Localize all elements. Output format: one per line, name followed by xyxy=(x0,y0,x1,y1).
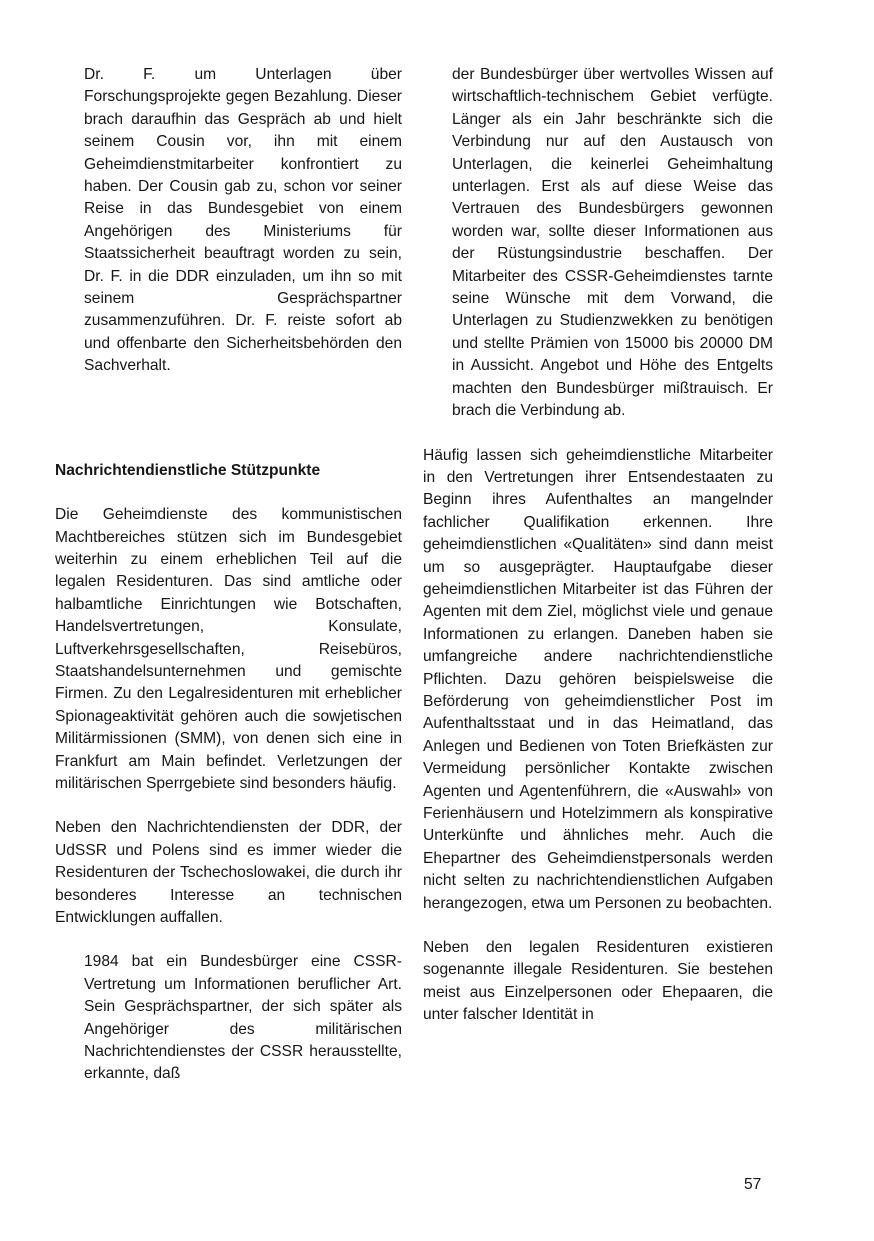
paragraph-1984-case-continued: der Bundesbürger über wertvolles Wissen auf wirtschaftlich-technischem Gebiet verfügte. Länger als ein Jahr beschränkte sich die Verbindung nur auf den Austausch von Unterlagen, die keinerlei Geheimhaltung unterlagen. Erst als auf diese Weise das Vertrauen des Bundesbürgers gewonnen worden war, sollte dieser Informationen aus der Rüstungsindustrie beschaffen. Der Mitarbeiter des CSSR-Geheimdienstes tarnte seine Wünsche mit dem Vorwand, die Unterlagen zu Studienzwekken zu benötigen und stellte Prämien von 15000 bis 20000 DM in Aussicht. Angebot und Höhe des Entgelts machten den Bundesbürger mißtrauisch. Er brach die Verbindung ab. xyxy=(452,66,773,420)
section-heading: Nachrichtendienstliche Stützpunkte xyxy=(55,461,321,479)
right-column xyxy=(423,64,773,1027)
paragraph-intelligence-staff: Häufig lassen sich geheimdienstliche Mitarbeiter in den Vertretungen ihrer Entsendestaaten zu Beginn ihres Aufenthaltes an mangelnder fachlicher Qualifikation erkennen. Ihre geheimdienstlichen «Qualitäten» sind dann meist um so ausgeprägter. Hauptaufgabe dieser geheimdienstlichen Mitarbeiter ist das Führen der Agenten mit dem Ziel, möglichst viele und genaue Informationen zu erlangen. Daneben haben sie umfangreiche andere nachrichtendienstliche Pflichten. Dazu gehören beispielsweise die Beförderung von geheimdienstlicher Post im Aufenthaltsstaat und in das Heimatland, das Anlegen und Bedienen von Toten Briefkästen zur Vermeidung persönlicher Kontakte zwischen Agenten und Agentenführern, die «Auswahl» von Ferienhäusern und Hotelzimmern als konspirative Unterkünfte und ähnliches mehr. Auch die Ehepartner des Geheimdienstpersonals werden nicht selten zu nachrichtendienstlichen Aufgaben herangezogen, etwa um Personen zu beobachten. xyxy=(423,446,773,912)
paragraph-legal-residencies: Die Geheimdienste des kommunistischen Machtbereiches stützen sich im Bundesgebiet weiterhin zu einem erheblichen Teil auf die legalen Residenturen. Das sind amtliche oder halbamtliche Einrichtungen wie Botschaften, Handelsvertretungen, Konsulate, Luftverkehrsgesellschaften, Reisebüros, Staatshandelsunternehmen und gemischte Firmen. Zu den Legalresidenturen mit erheblicher Spionageaktivität gehören auch die sowjetischen Militärmissionen (SMM), von denen sich eine in Frankfurt am Main befindet. Verletzungen der militärischen Sperrgebiete sind besonders häufig. xyxy=(55,506,402,792)
paragraph-czechoslovakia: Neben den Nachrichtendiensten der DDR, der UdSSR und Polens sind es immer wieder die Residenturen der Tschechoslowakei, die durch ihr besonderes Interesse an technischen Entwicklungen auffallen. xyxy=(55,819,402,926)
paragraph-cousin-story: Dr. F. um Unterlagen über Forschungsprojekte gegen Bezahlung. Dieser brach daraufhin das Gespräch ab und hielt seinem Cousin vor, ihn mit einem Geheimdienstmitarbeiter konfrontiert zu haben. Der Cousin gab zu, schon vor seiner Reise in das Bundesgebiet von einem Angehörigen des Ministeriums für Staatssicherheit beauftragt worden zu sein, Dr. F. in die DDR einzuladen, um ihn so mit seinem Gesprächspartner zusammenzuführen. Dr. F. reiste sofort ab und offenbarte den Sicherheitsbehörden den Sachverhalt. xyxy=(84,66,402,375)
paragraph-1984-case: 1984 bat ein Bundesbürger eine CSSR-Vertretung um Informationen beruflicher Art. Sein Gesprächspartner, der sich später als Angehöriger des militärischen Nachrichtendienstes der CSSR herausstellte, erkannte, daß xyxy=(84,953,402,1083)
paragraph-illegal-residencies: Neben den legalen Residenturen existieren sogenannte illegale Residenturen. Sie bestehen meist aus Einzelpersonen oder Ehepaaren, die unter falscher Identität in xyxy=(423,939,773,1024)
page-number: 57 xyxy=(744,1176,762,1193)
left-column xyxy=(55,64,402,1086)
